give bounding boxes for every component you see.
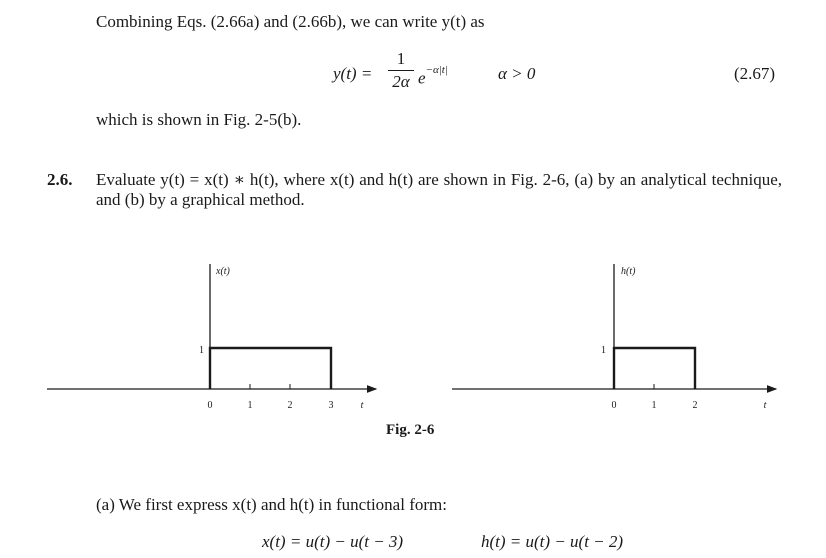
intro-sentence: Combining Eqs. (2.66a) and (2.66b), we can write y(t) as [96, 12, 485, 31]
plot-h-tick-0: 0 [611, 400, 617, 411]
plot-x-pulse [210, 348, 331, 389]
plot-x-tick-1: 1 [247, 400, 253, 411]
part-a-intro: (a) We first express x(t) and h(t) in functional form: [96, 495, 447, 514]
h-functional-form: h(t) = u(t) − u(t − 2) [481, 532, 624, 551]
problem-statement: Evaluate y(t) = x(t) ∗ h(t), where x(t) and h(t) are shown in Fig. 2-6, (a) by an analytical technique, and (b) by a graphical method. [96, 170, 782, 209]
fraction-denominator: 2α [392, 72, 410, 91]
plot-h-tick-1: 1 [651, 400, 657, 411]
plot-h-ylabel: h(t) [621, 266, 636, 277]
plot-x-xlabel: t [360, 400, 364, 411]
figure-2-6 [0, 250, 826, 420]
plot-h-pulse [614, 348, 695, 389]
problem-number: 2.6. [47, 170, 73, 189]
equation-fraction [388, 48, 414, 93]
exponential-exponent: −α|t| [425, 64, 448, 76]
figure-reference-sentence: which is shown in Fig. 2-5(b). [96, 110, 302, 129]
figure-caption: Fig. 2-6 [386, 422, 435, 438]
plot-x-tick-2: 2 [287, 400, 293, 411]
exponential-base: e [418, 68, 426, 88]
equation-exponential [418, 64, 448, 89]
equation-condition: α > 0 [498, 64, 536, 83]
equation-number: (2.67) [734, 64, 776, 83]
plot-x-tick-3: 3 [328, 400, 334, 411]
plot-h [452, 264, 776, 411]
equation-lhs: y(t) = [333, 64, 373, 83]
plot-x [47, 264, 376, 411]
plot-h-amplitude-label: 1 [601, 345, 606, 356]
x-functional-form: x(t) = u(t) − u(t − 3) [262, 532, 404, 551]
plot-h-xlabel: t [763, 400, 767, 411]
plot-x-tick-0: 0 [207, 400, 213, 411]
plot-x-amplitude-label: 1 [199, 345, 204, 356]
fraction-numerator: 1 [396, 49, 406, 68]
plot-x-ylabel: x(t) [216, 266, 230, 277]
plot-h-tick-2: 2 [692, 400, 698, 411]
